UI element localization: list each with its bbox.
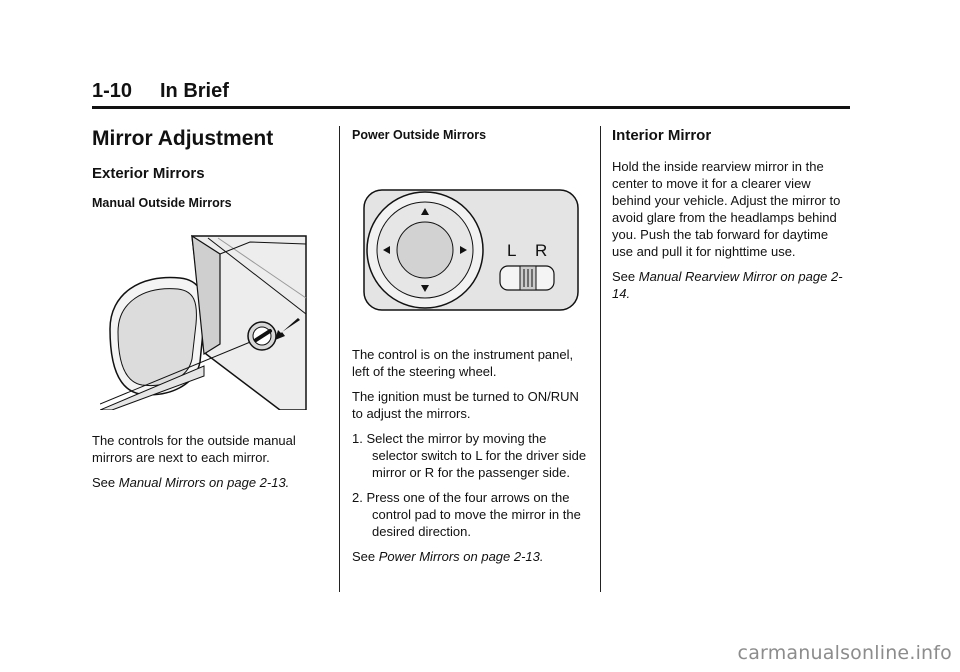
- power-outside-mirrors-heading: Power Outside Mirrors: [352, 128, 487, 142]
- section-title: In Brief: [160, 80, 229, 102]
- mirror-adjustment-title: Mirror Adjustment: [92, 127, 274, 150]
- page-header: [92, 80, 850, 109]
- watermark: carmanualsonline.info: [737, 642, 952, 664]
- interior-mirror-text: Hold the inside rearview mirror in the center to move it for a clearer view behind your vehicle. Adjust the mirror to avoid glare from the headlamps behind you. Push the tab forward for daytime use and pull it for nighttime use.: [612, 159, 841, 259]
- control-location-text: The control is on the instrument panel, left of the steering wheel.: [352, 347, 574, 379]
- selector-label-l: L: [507, 241, 517, 260]
- power-mirrors-reference[interactable]: Power Mirrors on page 2-13.: [378, 549, 544, 564]
- column-divider-1: [339, 126, 340, 592]
- step-2: 2. Press one of the four arrows on the control pad to move the mirror in the desired direction.: [352, 490, 581, 539]
- exterior-mirrors-heading: Exterior Mirrors: [92, 165, 205, 182]
- ignition-text: The ignition must be turned to ON/RUN to adjust the mirrors.: [352, 389, 579, 421]
- power-mirror-steps: [352, 430, 588, 540]
- column-right: [612, 126, 852, 310]
- interior-mirror-see: [612, 268, 852, 302]
- see-prefix: See: [92, 475, 116, 490]
- column-left: [92, 126, 324, 499]
- page-number: 1-10: [92, 80, 133, 102]
- manual-mirror-illustration: [100, 234, 310, 410]
- column-middle: [352, 126, 588, 573]
- see-prefix: See: [352, 549, 376, 564]
- selector-label-r: R: [535, 241, 548, 260]
- power-mirrors-see: [352, 548, 588, 565]
- manual-mirrors-see: [92, 474, 324, 491]
- see-prefix: See: [612, 269, 636, 284]
- manual-outside-mirrors-heading: Manual Outside Mirrors: [92, 196, 232, 210]
- interior-mirror-heading: Interior Mirror: [612, 127, 712, 144]
- column-divider-2: [600, 126, 601, 592]
- step-1: 1. Select the mirror by moving the selector switch to L for the driver side mirror or R for the passenger side.: [352, 431, 587, 480]
- manual-mirrors-text: The controls for the outside manual mirrors are next to each mirror.: [92, 433, 296, 465]
- rearview-mirror-reference[interactable]: Manual Rearview Mirror on page 2-14.: [612, 269, 843, 301]
- manual-mirrors-reference[interactable]: Manual Mirrors on page 2-13.: [118, 475, 290, 490]
- power-mirror-control-illustration: [362, 188, 582, 312]
